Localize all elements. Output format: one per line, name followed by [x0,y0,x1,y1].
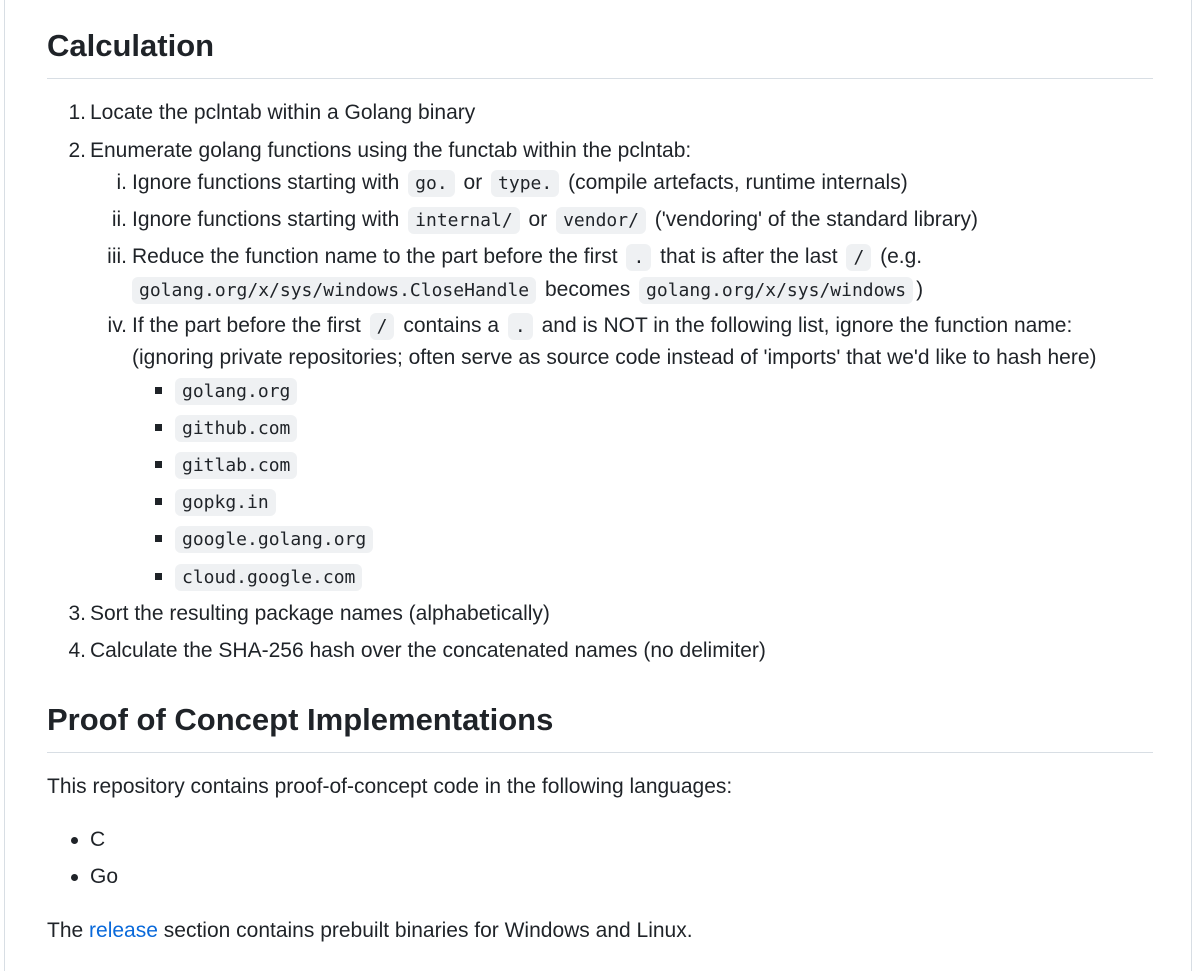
substep-number: i. [116,171,127,194]
code-type-prefix: type. [491,170,559,197]
substep-number: iii. [107,245,127,268]
allowlist-domain: cloud.google.com [175,564,362,591]
poc-intro: This repository contains proof-of-concept code in the following languages: [47,775,733,798]
list-item-text [175,525,376,554]
language-name: Go [90,865,119,888]
substep-number: ii. [111,208,127,231]
code-example-output: golang.org/x/sys/windows [639,277,913,304]
language-name: C [90,828,106,851]
step-text: Enumerate golang functions using the functab within the pclntab: [90,139,692,162]
square-bullet-icon [155,424,162,431]
substep-text [132,243,922,272]
substep-text [132,206,978,235]
substep-text-part: becomes [544,278,631,301]
allowlist-domain: golang.org [175,378,297,405]
substep-text-continued [132,276,923,305]
step-number: 3. [68,602,86,625]
substep-text-part: and is NOT in the following list, ignore the function name: [541,314,1073,337]
list-item-text [175,414,300,443]
substep-text-part: that is after the last [660,245,838,268]
substep-text-part: or [463,171,483,194]
code-dot: . [508,313,533,340]
square-bullet-icon [155,535,162,542]
list-item-text [175,451,300,480]
allowlist-domain: google.golang.org [175,526,373,553]
substep-text-part: or [528,208,548,231]
step-number: 2. [68,139,86,162]
substep-text-part: (e.g. [880,245,923,268]
substep-text-part: Reduce the function name to the part before the first [132,245,618,268]
step-text: Calculate the SHA-256 hash over the concatenated names (no delimiter) [90,639,766,662]
release-text-part: section contains prebuilt binaries for Windows and Linux. [163,919,693,942]
release-link[interactable]: release [89,919,158,942]
release-text-part: The [47,919,84,942]
substep-text-part: (compile artefacts, runtime internals) [568,171,908,194]
step-text: Sort the resulting package names (alphabetically) [90,602,550,625]
substep-text-part: ) [916,278,924,301]
code-dot: . [626,244,651,271]
bullet-icon [71,837,78,844]
list-item-text [175,563,365,592]
substep-text-part: If the part before the first [132,314,361,337]
list-item-text [175,488,279,517]
square-bullet-icon [155,461,162,468]
calculation-heading: Calculation [47,26,1153,79]
poc-heading: Proof of Concept Implementations [47,700,1153,753]
code-vendor-prefix: vendor/ [556,207,646,234]
code-slash: / [370,313,395,340]
substep-text-part: Ignore functions starting with [132,208,400,231]
allowlist-domain: gopkg.in [175,489,276,516]
substep-text [132,312,1072,341]
substep-text [132,169,908,198]
square-bullet-icon [155,387,162,394]
code-slash: / [846,244,871,271]
list-item-text [175,377,300,406]
allowlist-domain: github.com [175,415,297,442]
square-bullet-icon [155,498,162,505]
release-sentence [47,917,693,945]
substep-text-part: contains a [403,314,500,337]
substep-text-part: Ignore functions starting with [132,171,400,194]
allowlist-domain: gitlab.com [175,452,297,479]
code-example-input: golang.org/x/sys/windows.CloseHandle [132,277,536,304]
substep-number: iv. [107,314,127,337]
bullet-icon [71,874,78,881]
code-go-prefix: go. [408,170,455,197]
code-internal-prefix: internal/ [408,207,520,234]
step-number: 4. [68,639,86,662]
step-text: Locate the pclntab within a Golang binary [90,101,476,124]
step-number: 1. [68,101,86,124]
square-bullet-icon [155,573,162,580]
substep-text-part: ('vendoring' of the standard library) [654,208,978,231]
substep-text-continued: (ignoring private repositories; often serve as source code instead of 'imports' that we'd like to hash here) [132,346,1097,369]
